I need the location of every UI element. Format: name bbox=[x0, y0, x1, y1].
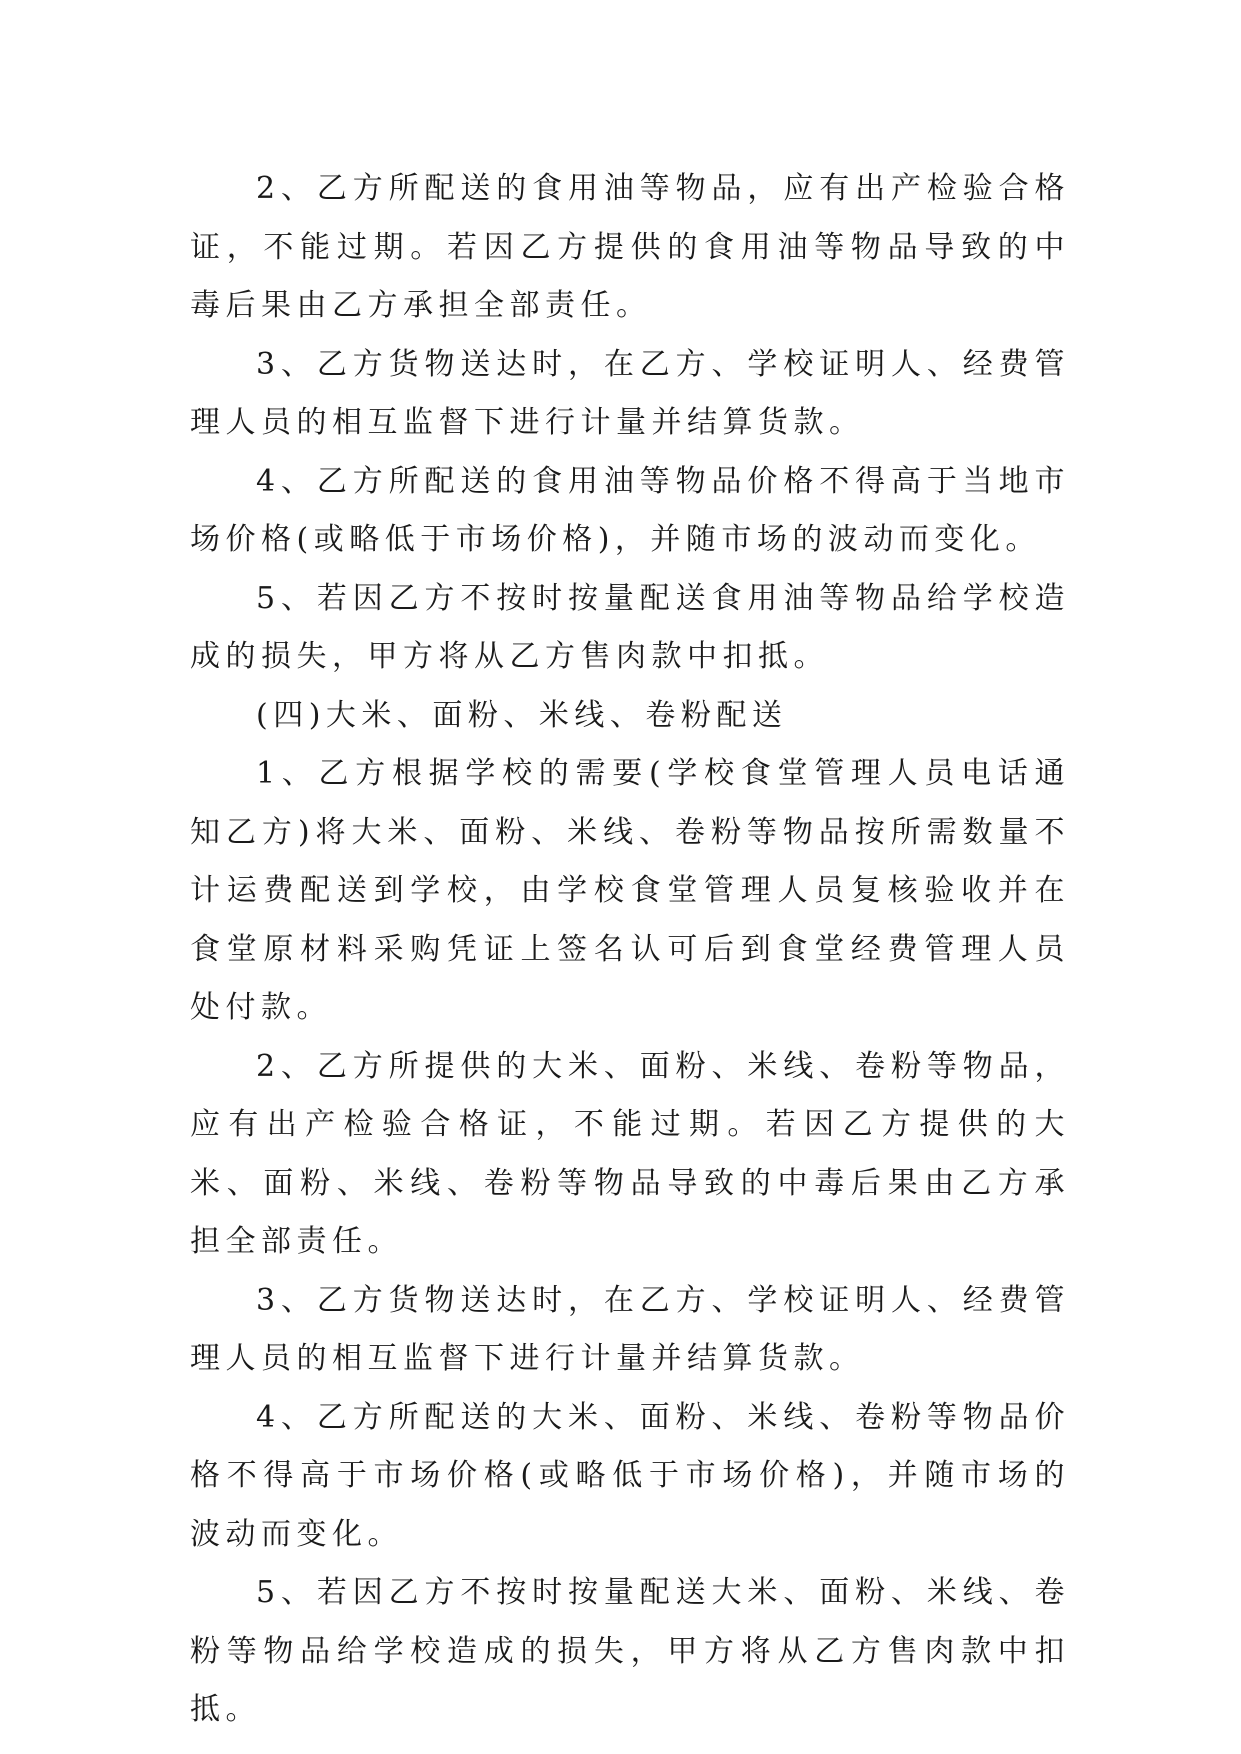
paragraph-oil-delivery-settlement: 3、乙方货物送达时，在乙方、学校证明人、经费管理人员的相互监督下进行计量并结算货款。 bbox=[190, 346, 1070, 440]
paragraph-rice-price: 4、乙方所配送的大米、面粉、米线、卷粉等物品价格不得高于市场价格(或略低于市场价格)，并随市场的波动而变化。 bbox=[190, 1399, 1070, 1552]
paragraph-rice-quality: 2、乙方所提供的大米、面粉、米线、卷粉等物品，应有出产检验合格证，不能过期。若因乙方提供的大米、面粉、米线、卷粉等物品导致的中毒后果由乙方承担全部责任。 bbox=[190, 1048, 1070, 1259]
paragraph-oil-loss: 5、若因乙方不按时按量配送食用油等物品给学校造成的损失，甲方将从乙方售肉款中扣抵。 bbox=[190, 580, 1070, 674]
paragraph-rice-delivery-settlement: 3、乙方货物送达时，在乙方、学校证明人、经费管理人员的相互监督下进行计量并结算货款。 bbox=[190, 1282, 1070, 1376]
paragraph-oil-quality: 2、乙方所配送的食用油等物品，应有出产检验合格证，不能过期。若因乙方提供的食用油等物品导致的中毒后果由乙方承担全部责任。 bbox=[190, 171, 1070, 323]
paragraph-oil-price: 4、乙方所配送的食用油等物品价格不得高于当地市场价格(或略低于市场价格)，并随市场的波动而变化。 bbox=[190, 463, 1070, 557]
document-body bbox=[190, 160, 1070, 1740]
section-heading-rice-flour: (四)大米、面粉、米线、卷粉配送 bbox=[256, 697, 788, 733]
paragraph-rice-ordering: 1、乙方根据学校的需要(学校食堂管理人员电话通知乙方)将大米、面粉、米线、卷粉等物品按所需数量不计运费配送到学校，由学校食堂管理人员复核验收并在食堂原材料采购凭证上签名认可后到食堂经费管理人员处付款。 bbox=[190, 756, 1070, 1025]
paragraph-rice-loss: 5、若因乙方不按时按量配送大米、面粉、米线、卷粉等物品给学校造成的损失，甲方将从乙方售肉款中扣抵。 bbox=[190, 1575, 1070, 1727]
